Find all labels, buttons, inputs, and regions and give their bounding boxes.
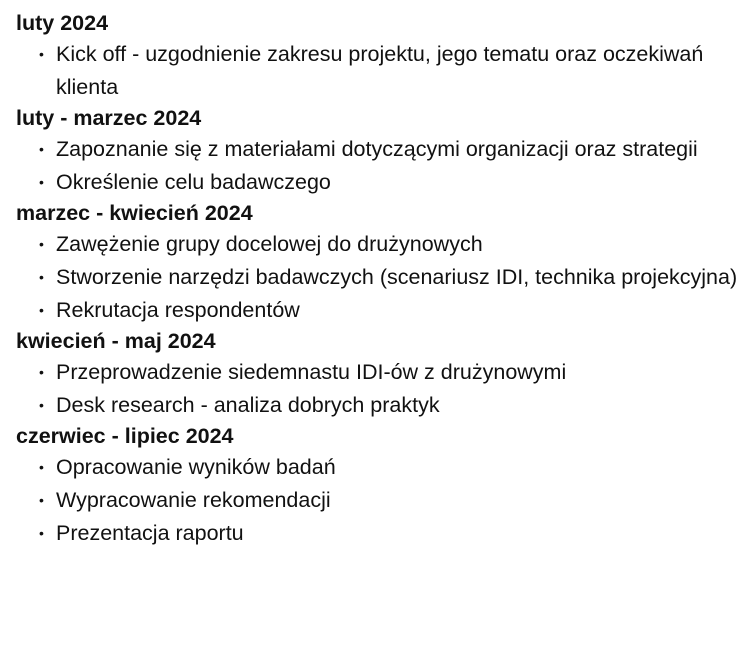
task-list [16,451,752,549]
bullet-icon: • [39,236,44,253]
task-item [39,261,752,294]
period-section [16,8,752,103]
task-text: Opracowanie wyników badań [56,455,336,480]
bullet-icon: • [39,301,44,318]
task-text: Wypracowanie rekomendacji [56,487,331,512]
task-list [16,38,752,103]
period-section [16,421,752,549]
period-section [16,198,752,326]
task-text: Stworzenie narzędzi badawczych (scenariusz IDI, technika projekcyjna) [56,264,738,289]
task-text: Kick off - uzgodnienie zakresu projektu, jego tematu oraz oczekiwań klienta [56,42,704,99]
period-title: luty 2024 [16,11,109,35]
period-title: czerwiec - lipiec 2024 [16,424,234,449]
task-list [16,133,752,198]
task-list [16,356,752,421]
bullet-icon: • [39,46,44,62]
period-section [16,326,752,421]
period-section [16,103,752,198]
bullet-icon: • [39,491,44,508]
bullet-icon: • [39,268,44,285]
bullet-icon: • [39,141,44,158]
task-item [39,356,752,389]
bullet-icon: • [39,524,44,541]
task-item [39,451,752,484]
task-list [16,228,752,326]
bullet-icon: • [39,396,44,413]
task-text: Desk research - analiza dobrych praktyk [56,392,440,417]
task-item [39,166,752,199]
task-text: Przeprowadzenie siedemnastu IDI-ów z drużynowymi [56,360,567,385]
task-text: Prezentacja raportu [56,520,244,545]
period-title: luty - marzec 2024 [16,106,202,131]
bullet-icon: • [39,364,44,381]
task-text: Zapoznanie się z materiałami dotyczącymi organizacji oraz strategii [56,137,698,162]
period-title: kwiecień - maj 2024 [16,329,216,354]
task-item [39,294,752,327]
bullet-icon: • [39,459,44,476]
period-title: marzec - kwiecień 2024 [16,201,253,226]
bullet-icon: • [39,173,44,190]
task-item [39,133,752,166]
task-item [39,517,752,550]
task-text: Zawężenie grupy docelowej do drużynowych [56,232,483,257]
task-item [39,38,752,103]
task-item [39,389,752,422]
task-text: Określenie celu badawczego [56,169,331,194]
task-text: Rekrutacja respondentów [56,297,300,322]
task-item [39,484,752,517]
task-item [39,228,752,261]
